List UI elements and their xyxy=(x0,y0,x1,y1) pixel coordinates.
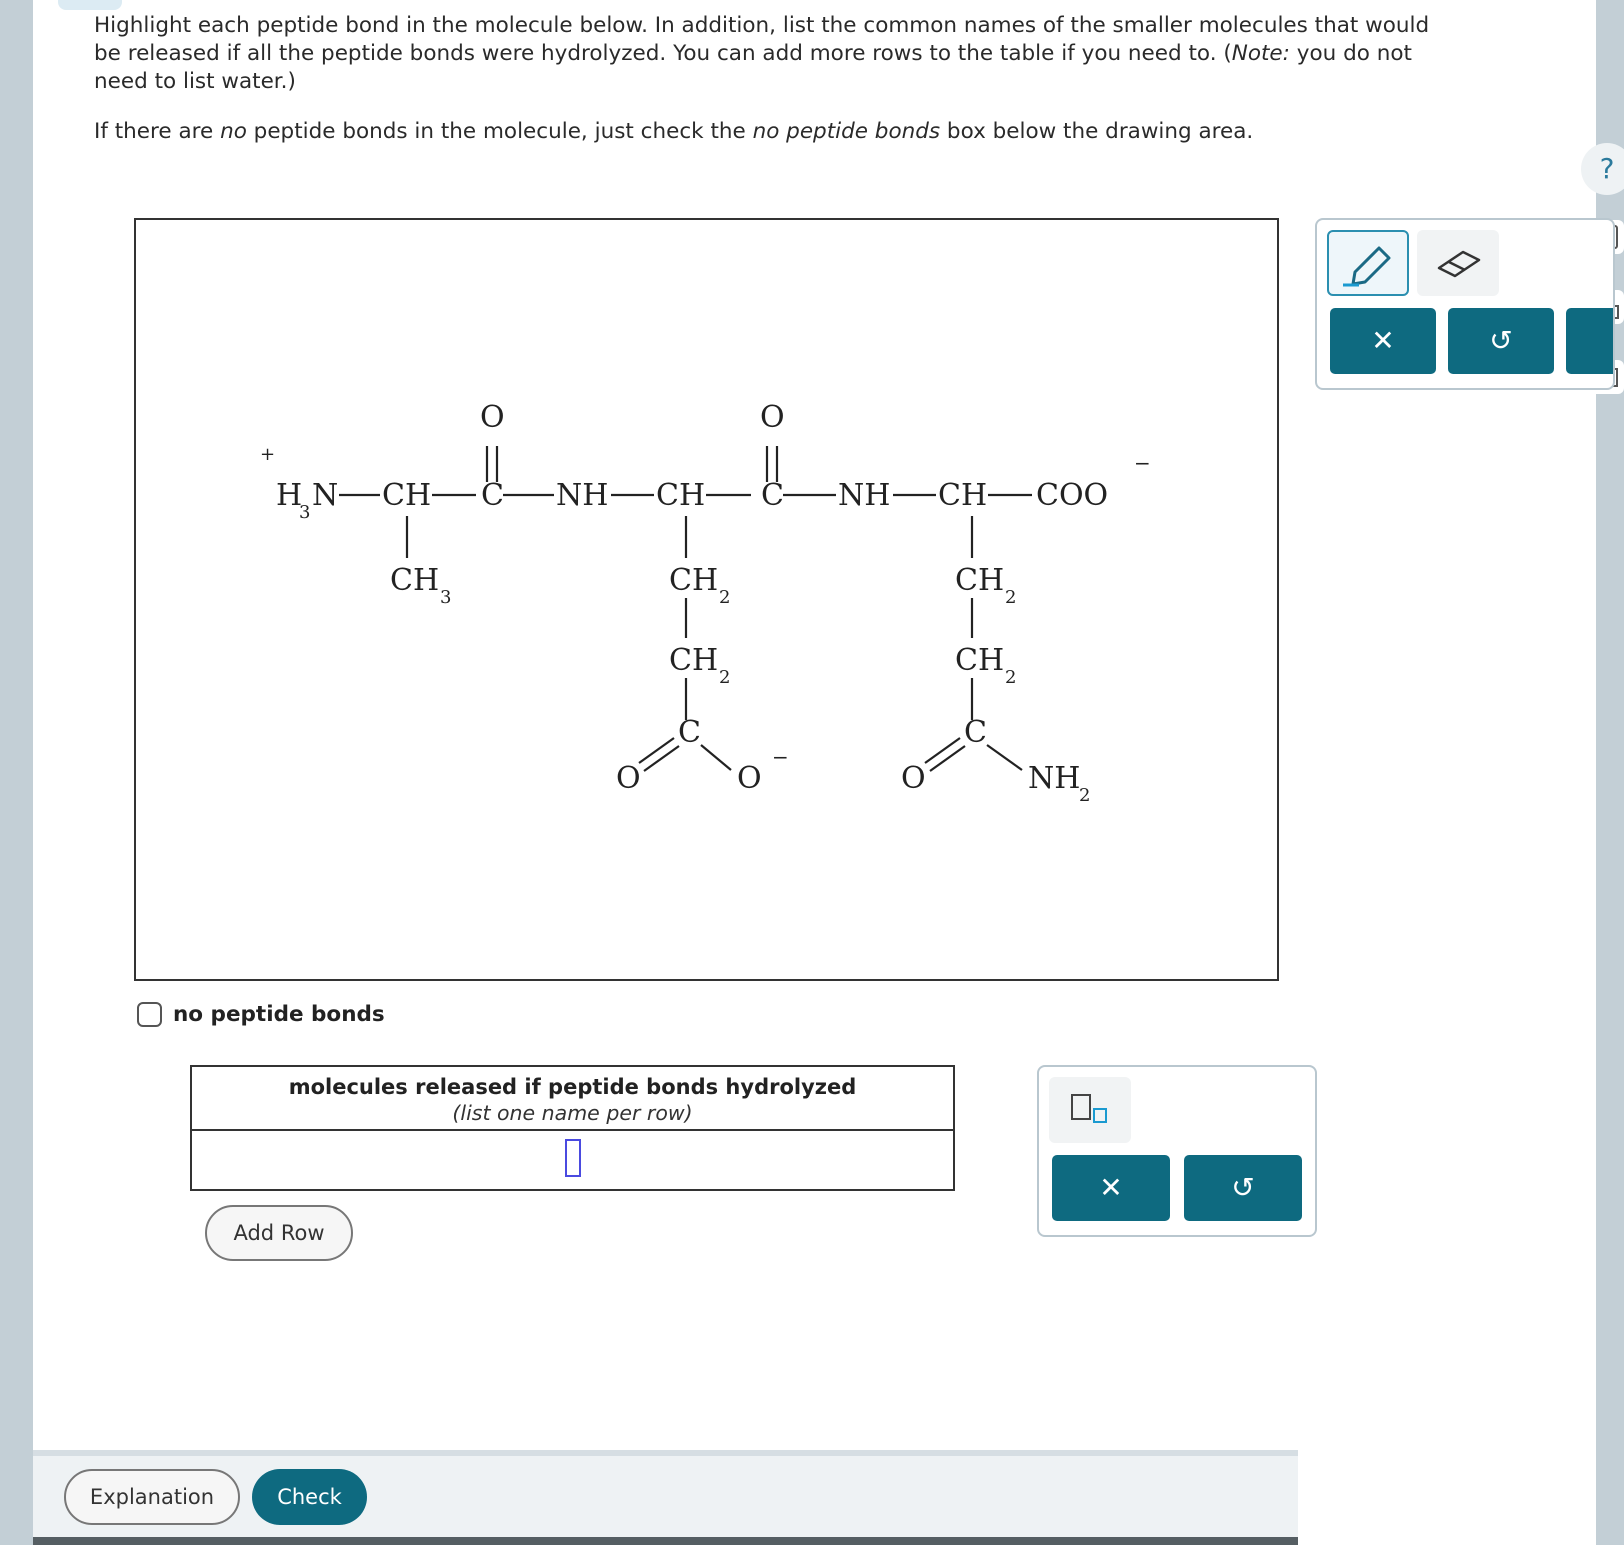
subscript-tool[interactable] xyxy=(1049,1077,1131,1143)
glu-carboxylate-oxygen: O xyxy=(737,761,762,796)
h3n-n: N xyxy=(312,478,339,513)
clear-table-button[interactable]: ✕ xyxy=(1052,1155,1170,1221)
drawing-area[interactable] xyxy=(134,218,1279,981)
subscript-icon xyxy=(1049,1077,1131,1143)
instructions xyxy=(94,12,1454,168)
gln-carbonyl-oxygen: O xyxy=(901,761,926,796)
carbonyl-oxygen-1: O xyxy=(480,400,505,435)
table-title: molecules released if peptide bonds hydrolyzed xyxy=(288,1075,857,1099)
gln-ch2-1: CH xyxy=(955,563,1005,598)
c-terminus-minus: − xyxy=(1134,451,1151,475)
h3n-sub: 3 xyxy=(299,502,311,523)
carboxylate-coo: COO xyxy=(1036,478,1109,513)
pen-icon xyxy=(1329,232,1411,298)
help-button[interactable]: ? xyxy=(1581,143,1624,195)
alpha-carbon-2: CH xyxy=(656,478,706,513)
glu-ch2-1: CH xyxy=(669,563,719,598)
gln-amide-nh2-sub: 2 xyxy=(1079,785,1091,806)
carbonyl-oxygen-2: O xyxy=(760,400,785,435)
eraser-tool[interactable] xyxy=(1417,230,1499,296)
no-peptide-bonds-checkbox[interactable] xyxy=(137,1002,162,1027)
gln-amide-carbon: C xyxy=(964,715,987,750)
footer-bottom-border xyxy=(33,1537,1298,1545)
clear-drawing-button[interactable]: ✕ xyxy=(1330,308,1436,374)
redo-drawing-button[interactable] xyxy=(1566,308,1615,374)
drawing-toolbox xyxy=(1315,218,1615,390)
table-subtitle: (list one name per row) xyxy=(452,1101,693,1125)
gln-ch2-2-sub: 2 xyxy=(1005,667,1017,688)
methyl-ch: CH xyxy=(390,563,440,598)
methyl-sub: 3 xyxy=(440,587,452,608)
glu-carboxyl-carbon: C xyxy=(678,715,701,750)
glu-ch2-2-sub: 2 xyxy=(719,667,731,688)
top-tab[interactable] xyxy=(58,0,122,10)
answer-input[interactable] xyxy=(565,1139,581,1177)
alpha-carbon-3: CH xyxy=(938,478,988,513)
undo-table-button[interactable]: ↺ xyxy=(1184,1155,1302,1221)
h3n-h: H xyxy=(276,478,303,513)
table-toolbox xyxy=(1037,1065,1317,1237)
gln-ch2-2: CH xyxy=(955,643,1005,678)
check-button[interactable]: Check xyxy=(252,1469,367,1525)
table-row[interactable] xyxy=(192,1131,953,1189)
carbonyl-carbon-1: C xyxy=(481,478,504,513)
peptide-molecule[interactable] xyxy=(136,220,1281,983)
amide-nh-1: NH xyxy=(556,478,609,513)
glu-ch2-1-sub: 2 xyxy=(719,587,731,608)
gln-ch2-1-sub: 2 xyxy=(1005,587,1017,608)
glu-minus-charge: − xyxy=(772,745,789,769)
explanation-button[interactable]: Explanation xyxy=(64,1469,240,1525)
gln-amide-nh2: NH xyxy=(1028,761,1081,796)
amide-nh-2: NH xyxy=(838,478,891,513)
table-header xyxy=(192,1067,953,1131)
instructions-paragraph-1: Highlight each peptide bond in the molecule below. In addition, list the common names of the smaller molecules that would be released if all the peptide bonds were hydrolyzed. You can add more rows to the table if you need to. (Note: you do not need to list water.) xyxy=(94,13,1430,94)
undo-drawing-button[interactable]: ↺ xyxy=(1448,308,1554,374)
glu-carbonyl-oxygen: O xyxy=(616,761,641,796)
no-peptide-bonds-label[interactable]: no peptide bonds xyxy=(173,1002,385,1027)
carbonyl-carbon-2: C xyxy=(761,478,784,513)
answer-table xyxy=(190,1065,955,1191)
eraser-icon xyxy=(1417,230,1499,296)
plus-charge: + xyxy=(260,444,276,465)
add-row-button[interactable]: Add Row xyxy=(205,1205,353,1261)
alpha-carbon-1: CH xyxy=(382,478,432,513)
glu-ch2-2: CH xyxy=(669,643,719,678)
highlighter-tool[interactable] xyxy=(1327,230,1409,296)
instructions-paragraph-2: If there are no peptide bonds in the molecule, just check the no peptide bonds box below the drawing area. xyxy=(94,119,1254,144)
